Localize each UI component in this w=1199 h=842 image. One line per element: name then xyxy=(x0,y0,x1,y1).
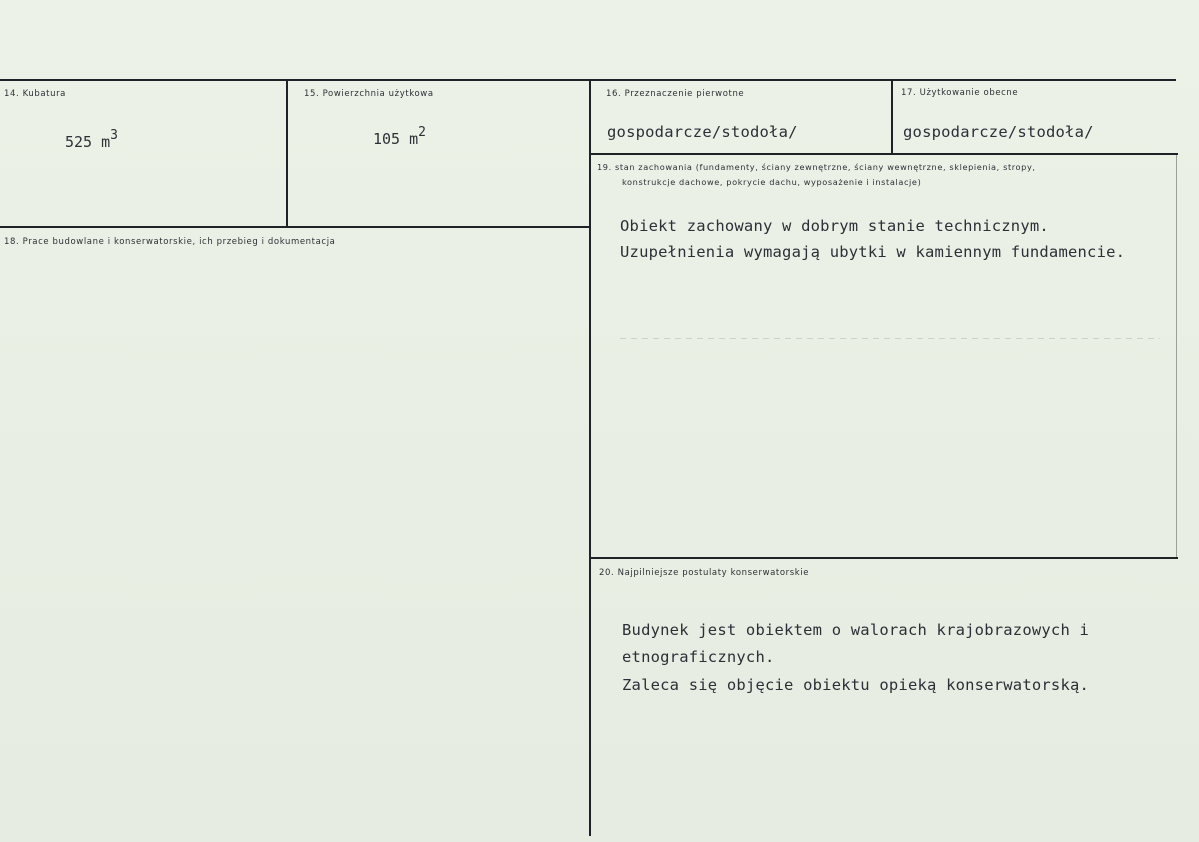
field-15-value xyxy=(373,127,426,148)
field-20-text-line3: Zaleca się objęcie obiektu opieką konserwatorską. xyxy=(622,676,1090,694)
field-15-label: 15. Powierzchnia użytkowa xyxy=(304,89,434,99)
main-vertical-divider xyxy=(589,80,591,836)
field-18-label: 18. Prace budowlane i konserwatorskie, ich przebieg i dokumentacja xyxy=(4,237,336,247)
area-unit-exponent: 2 xyxy=(418,125,426,140)
field-17-label: 17. Użytkowanie obecne xyxy=(901,88,1019,98)
divider-16-17 xyxy=(891,80,893,153)
top-rule xyxy=(0,79,1176,81)
divider-14-15 xyxy=(286,80,288,227)
rule-below-16-17 xyxy=(591,153,1178,155)
field-17-value: gospodarcze/stodoła/ xyxy=(903,123,1094,141)
faint-dashed-line xyxy=(620,338,1160,339)
right-rule-19 xyxy=(1176,155,1177,557)
field-19-text-line2: Uzupełnienia wymagają ubytki w kamiennym fundamencie. xyxy=(620,243,1126,261)
field-14-value xyxy=(65,130,118,151)
field-14-label: 14. Kubatura xyxy=(4,89,66,99)
field-20-text-line2: etnograficznych. xyxy=(622,648,775,666)
rule-above-20 xyxy=(591,557,1178,559)
field-19-label-line1: 19. stan zachowania (fundamenty, ściany zewnętrzne, ściany wewnętrzne, sklepienia, stropy, xyxy=(597,162,1036,172)
cubature-unit-exponent: 3 xyxy=(110,128,118,143)
field-19-text-line1: Obiekt zachowany w dobrym stanie technicznym. xyxy=(620,217,1049,235)
field-16-value: gospodarcze/stodoła/ xyxy=(607,123,798,141)
field-20-label: 20. Najpilniejsze postulaty konserwatorskie xyxy=(599,568,810,578)
field-16-label: 16. Przeznaczenie pierwotne xyxy=(606,89,745,99)
area-number: 105 m xyxy=(373,130,419,148)
cubature-number: 525 m xyxy=(65,133,111,151)
rule-below-14-15 xyxy=(0,226,589,228)
field-20-text-line1: Budynek jest obiektem o walorach krajobrazowych i xyxy=(622,621,1090,639)
field-19-label-line2: konstrukcje dachowe, pokrycie dachu, wyposażenie i instalacje) xyxy=(622,177,922,187)
